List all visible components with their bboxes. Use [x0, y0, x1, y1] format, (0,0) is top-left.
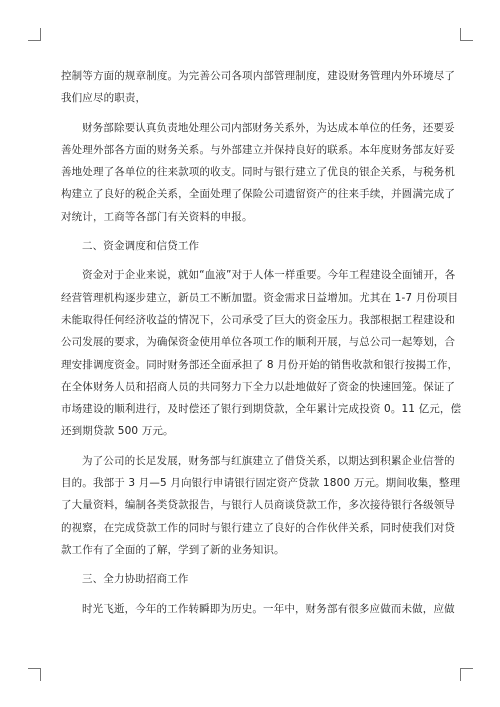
text-line: 财务部除要认真负责地处理公司内部财务关系外，为达成本单位的任务，还要妥: [82, 121, 455, 134]
text-line: 为了公司的长足发展，财务部与红旗建立了借贷关系，以期达到积累企业信誉的: [82, 454, 455, 467]
text-line: 还到期贷款 500 万元。: [61, 425, 174, 438]
text-line: 善地处理了各单位的往来款项的收支。同时与银行建立了优良的银企关系，与税务机: [61, 166, 456, 179]
text-line: 款工作有了全面的了解，学到了新的业务知识。: [61, 543, 285, 556]
text-line: 未能取得任何经济收益的情况下，公司承受了巨大的资金压力。我部根据工程建设和: [61, 313, 456, 326]
body-text: [61, 65, 462, 620]
crop-mark-bottom-left: [28, 668, 41, 681]
text-line: 对统计，工商等各部门有关资料的申报。: [61, 210, 253, 223]
section-heading: 二、资金调度和信贷工作: [82, 240, 200, 253]
crop-mark-top-left: [28, 28, 41, 41]
text-line: 资金对于企业来说，就如“血液”对于人体一样重要。今年工程建设全面铺开，各: [82, 269, 456, 282]
section-heading: 三、全力协助招商工作: [82, 573, 189, 586]
crop-mark-top-right: [460, 28, 473, 41]
text-line: 时光飞逝，今年的工作转瞬即为历史。一年中，财务部有很多应做而未做，应做: [82, 602, 455, 615]
text-line: 公司发展的要求，为确保资金使用单位各项工作的顺利开展，与总公司一起筹划，合: [61, 336, 456, 349]
text-line: 目的。我部于 3 月—5 月向银行申请银行固定资产贷款 1800 万元。期间收集，整理: [61, 477, 461, 490]
text-line: 的视察，在完成贷款工作的同时与银行建立了良好的合作伙伴关系，同时使我们对贷: [61, 521, 456, 534]
text-line: 在全体财务人员和招商人员的共同努力下全力以赴地做好了资金的快速回笼。保证了: [61, 380, 456, 393]
text-line: 控制等方面的规章制度。为完善公司各项内部管理制度，建设财务管理内外环境尽了: [61, 70, 456, 82]
text-line: 理安排调度资金。同时财务部还全面承担了 8 月份开始的销售收款和银行按揭工作，: [61, 358, 459, 371]
text-line: 善处理外部各方面的财务关系。与外部建立并保持良好的联系。本年度财务部友好妥: [61, 143, 456, 156]
text-line: 了大量资料，编制各类贷款报告，与银行人员商谈贷款工作，多次接待银行各级领导: [61, 499, 456, 512]
text-line: 构建立了良好的税企关系，全面处理了保险公司遗留资产的往来手续，并圆满完成了: [61, 188, 456, 201]
text-line: 我们应尽的职责，: [61, 92, 147, 105]
crop-mark-bottom-right: [460, 668, 473, 681]
text-line: 市场建设的顺利进行，及时偿还了银行到期贷款，全年累计完成投资 0。11 亿元，偿: [61, 403, 462, 416]
text-line: 经营管理机构逐步建立，新员工不断加盟。资金需求日益增加。尤其在 1-7 月份项目: [61, 291, 459, 304]
